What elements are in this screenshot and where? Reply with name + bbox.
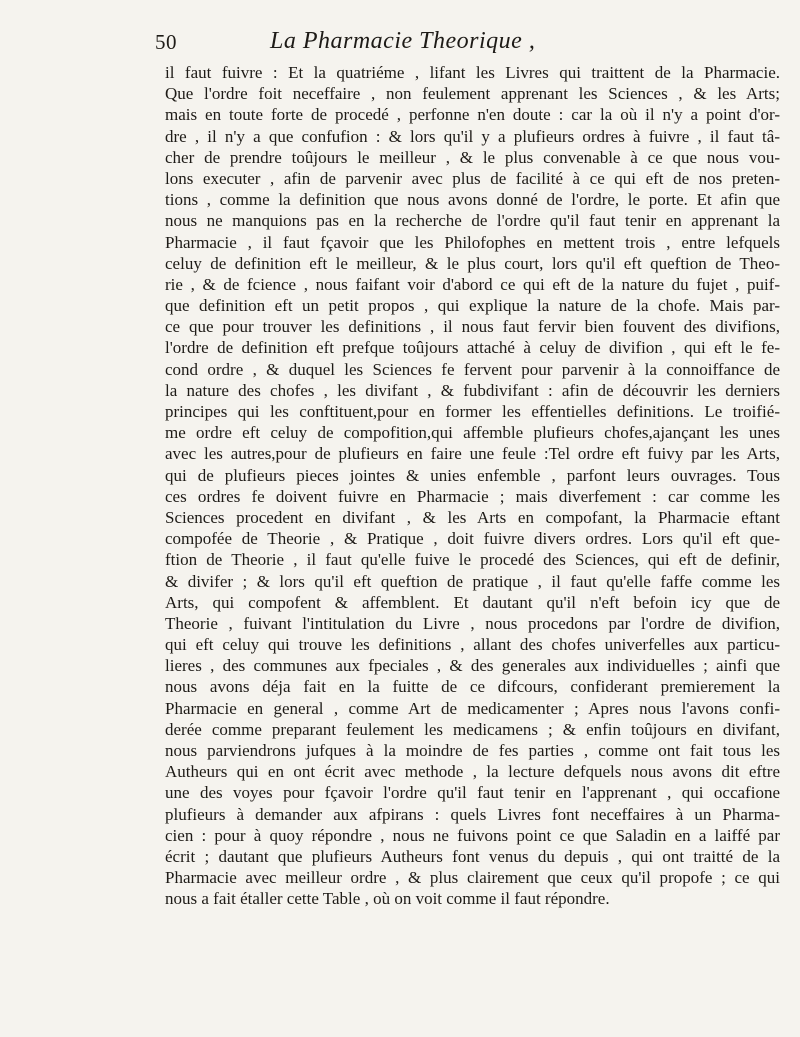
text-line: une des voyes pour fçavoir l'ordre qu'il faut tenir en l'apprenant , qui occafione (165, 783, 780, 803)
text-line: lieres , des communes aux fpeciales , & des generales aux individuelles ; ainfi que (165, 656, 780, 676)
text-line: Arts, qui compofent & affemblent. Et dautant qu'il n'eft befoin icy que de (165, 592, 780, 612)
text-line: compofée de Theorie , & Pratique , doit fuivre divers ordres. Lors qu'il eft que- (165, 529, 780, 549)
running-head: La Pharmacie Theorique , (270, 28, 536, 54)
text-line: me ordre eft celuy de compofition,qui affemble plufieurs chofes,ajançant les unes (165, 423, 780, 443)
text-line: ftion de Theorie , il faut qu'elle fuive le procedé des Sciences, qui eft de definir, (165, 550, 780, 570)
text-line: nous a fait étaller cette Table , où on voit comme il faut répondre. (165, 889, 610, 909)
page-number: 50 (155, 30, 177, 54)
text-line: Pharmacie en general , comme Art de medicamenter ; Apres nous l'avons confi- (165, 698, 780, 718)
text-line: cond ordre , & duquel les Sciences fe fervent pour parvenir à la connoiffance de (165, 359, 780, 379)
text-line: celuy de definition eft le meilleur, & le plus court, lors qu'il eft queftion de Theo- (165, 253, 780, 273)
text-line: ces ordres fe doivent fuivre en Pharmacie ; mais diverfement : car comme les (165, 486, 780, 506)
text-line: dre , il n'y a que confufion : & lors qu'il y a plufieurs ordres à fuivre , il faut tâ- (165, 126, 780, 146)
body-text (165, 62, 780, 910)
text-line: qui eft celuy qui trouve les definitions , allant des chofes univerfelles aux particu- (165, 635, 780, 655)
text-line: que definition eft un petit propos , qui explique la nature de la chofe. Mais par- (165, 296, 780, 316)
text-line: principes qui les conftituent,pour en former les effentielles definitions. Le troifié- (165, 402, 780, 421)
text-line: la nature des chofes , les divifant , & fubdivifant : afin de découvrir les derniers (165, 380, 780, 400)
text-line: derée comme preparant feulement les medicamens ; & enfin toûjours en divifant, (165, 719, 780, 739)
page-header (155, 28, 785, 64)
text-line: Pharmacie avec meilleur ordre , & plus clairement que ceux qu'il propofe ; ce qui (165, 868, 780, 888)
text-line: Sciences procedent en divifant , & les Arts en compofant, la Pharmacie eftant (165, 507, 780, 527)
text-line: nous avons déja fait en la fuitte de ce difcours, confiderant premierement la (165, 677, 780, 697)
text-line: il faut fuivre : Et la quatriéme , lifant les Livres qui traittent de la Pharmacie. (165, 63, 780, 82)
text-line: avec les autres,pour de plufieurs en faire une feule :Tel ordre eft fuivy par les Arts, (165, 444, 780, 464)
text-line: nous ne manquions pas en la recherche de l'ordre qu'il faut tenir en apprenant la (165, 211, 780, 231)
text-line: écrit ; dautant que plufieurs Autheurs font venus du depuis , qui ont traitté de la (165, 846, 780, 866)
text-line: mais en toute forte de procedé , perfonne n'en doute : car la où il n'y a point d'or- (165, 105, 780, 125)
text-line: Pharmacie , il faut fçavoir que les Philofophes en mettent trois , entre lefquels (165, 232, 780, 252)
text-line: ce que pour trouver les definitions , il nous faut fervir bien fouvent des divifions, (165, 317, 780, 337)
text-line: Theorie , fuivant l'intitulation du Livre , nous procedons par l'ordre de divifion, (165, 613, 780, 633)
text-line: tions , comme la definition que nous avons donné de l'ordre, le porte. Et afin que (165, 190, 780, 210)
text-line: rie , & de fcience , nous faifant voir d'abord ce qui eft de la nature du fujet , puif- (165, 274, 780, 294)
text-line: lons executer , afin de parvenir avec plus de facilité à ce qui eft de nos preten- (165, 168, 780, 188)
text-line: nous parviendrons jufques à la moindre de fes parties , comme ont fait tous les (165, 741, 780, 760)
text-line: l'ordre de definition eft prefque toûjours attaché à celuy de divifion , qui eft le fe- (165, 338, 780, 358)
text-line: Autheurs qui en ont écrit avec methode , la lecture defquels nous avons dit eftre (165, 762, 780, 782)
text-line: plufieurs à demander aux afpirans : quels Livres font neceffaires à un Pharma- (165, 804, 780, 824)
text-line: cien : pour à quoy répondre , nous ne fuivons point ce que Saladin en a laiffé par (165, 825, 780, 845)
text-line: & divifer ; & lors qu'il eft queftion de pratique , il faut qu'elle faffe comme les (165, 571, 780, 591)
text-line: cher de prendre toûjours le meilleur , & le plus convenable à ce que nous vou- (165, 147, 780, 167)
text-line: Que l'ordre foit neceffaire , non feulement apprenant les Sciences , & les Arts; (165, 84, 780, 104)
text-line: qui de plufieurs pieces jointes & unies enfemble , parfont leurs ouvrages. Tous (165, 465, 780, 485)
